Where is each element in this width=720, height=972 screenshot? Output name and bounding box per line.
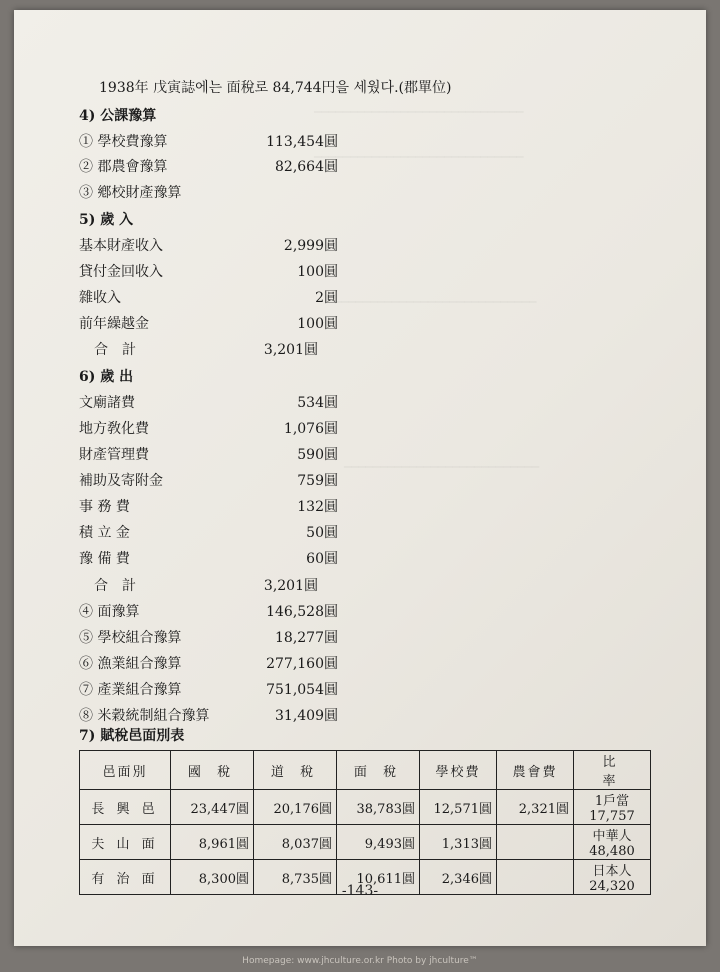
column-header: 道 稅 — [254, 751, 337, 790]
list-item-value: 132圓 — [297, 499, 338, 515]
list-item-value: 100圓 — [297, 264, 338, 280]
list-item-label: 前年繰越金 — [79, 316, 149, 332]
section-title: 4) 公課豫算 — [79, 108, 157, 124]
list-item-value: 2,999圓 — [283, 238, 338, 254]
table-cell: 8,961圓 — [171, 825, 254, 860]
list-item-label: ③ 鄕校財產豫算 — [79, 185, 182, 201]
table-row — [80, 825, 651, 860]
list-item-label: ⑥ 漁業組合豫算 — [79, 656, 182, 672]
list-item-value: 751,054圓 — [266, 682, 338, 698]
section-title: 5) 歲 入 — [79, 212, 134, 228]
table-cell: 日本人 24,320 — [574, 860, 651, 895]
list-item-label: 財產管理費 — [79, 447, 149, 463]
table-cell: 夫 山 面 — [80, 825, 171, 860]
total-label: 合 計 — [94, 578, 136, 594]
table-cell: 長 興 邑 — [80, 790, 171, 825]
bleed-through-text: ───────────────────────────── — [314, 150, 524, 164]
table-cell: 1戶當 17,757 — [574, 790, 651, 825]
table-cell — [497, 825, 574, 860]
table-cell: 中華人 48,480 — [574, 825, 651, 860]
page-number: -143- — [341, 883, 379, 899]
column-header: 學校費 — [420, 751, 497, 790]
list-item-label: ⑧ 米穀統制組合豫算 — [79, 708, 210, 724]
column-header: 農會費 — [497, 751, 574, 790]
table-cell: 23,447圓 — [171, 790, 254, 825]
column-header: 邑面別 — [80, 751, 171, 790]
list-item-label: ⑤ 學校組合豫算 — [79, 630, 182, 646]
intro-text: 1938年 戊寅誌에는 面稅로 84,744円을 세웠다.(郡單位) — [99, 80, 452, 96]
list-item-label: 地方敎化費 — [79, 421, 149, 437]
list-item-value: 50圓 — [306, 525, 338, 541]
list-item-label: ② 郡農會豫算 — [79, 159, 168, 175]
column-header: 比 率 — [574, 751, 651, 790]
table-cell: 20,176圓 — [254, 790, 337, 825]
footer-credit: Homepage: www.jhculture.or.kr Photo by jhculture™ — [242, 956, 478, 966]
list-item-value: 82,664圓 — [275, 159, 338, 175]
list-item-value: 113,454圓 — [266, 134, 338, 150]
section-title: 6) 歲 出 — [79, 369, 134, 385]
list-item-value: 534圓 — [297, 395, 338, 411]
table-cell: 9,493圓 — [337, 825, 420, 860]
list-item-value: 2圓 — [315, 290, 338, 306]
table-cell: 38,783圓 — [337, 790, 420, 825]
list-item-label: 貸付金回收入 — [79, 264, 163, 280]
list-item-label: 基本財產收入 — [79, 238, 163, 254]
table-header-row — [80, 751, 651, 790]
column-header: 國 稅 — [171, 751, 254, 790]
list-item-label: ④ 面豫算 — [79, 604, 140, 620]
list-item-value: 146,528圓 — [266, 604, 338, 620]
list-item-value: 100圓 — [297, 316, 338, 332]
total-label: 合 計 — [94, 342, 136, 358]
list-item-value: 759圓 — [297, 473, 338, 489]
bleed-through-text: ───────────────────────────── — [314, 105, 524, 119]
document-page — [14, 10, 706, 946]
list-item-value: 31,409圓 — [275, 708, 338, 724]
total-value: 3,201圓 — [263, 578, 318, 594]
table-cell: 12,571圓 — [420, 790, 497, 825]
column-header: 面 稅 — [337, 751, 420, 790]
list-item-value: 1,076圓 — [283, 421, 338, 437]
table-cell: 10,611圓 — [337, 860, 420, 895]
table-cell: 2,321圓 — [497, 790, 574, 825]
table-cell: 8,037圓 — [254, 825, 337, 860]
list-item-label: 補助及寄附金 — [79, 473, 163, 489]
bleed-through-text: ─────────────────────────── — [344, 460, 540, 474]
list-item-value: 18,277圓 — [275, 630, 338, 646]
list-item-label: 文廟諸費 — [79, 395, 135, 411]
table-cell: 有 治 面 — [80, 860, 171, 895]
table-row — [80, 790, 651, 825]
list-item-label: 事 務 費 — [79, 499, 130, 515]
list-item-label: ① 學校費豫算 — [79, 134, 168, 150]
table-cell: 8,300圓 — [171, 860, 254, 895]
total-value: 3,201圓 — [263, 342, 318, 358]
list-item-label: 雜收入 — [79, 290, 121, 306]
list-item-label: 積 立 金 — [79, 525, 130, 541]
list-item-value: 590圓 — [297, 447, 338, 463]
table-cell: 2,346圓 — [420, 860, 497, 895]
bleed-through-text: ──────────────────────────── — [334, 295, 537, 309]
list-item-label: 豫 備 費 — [79, 551, 130, 567]
tax-table — [79, 750, 660, 895]
list-item-label: ⑦ 產業組合豫算 — [79, 682, 182, 698]
list-item-value: 60圓 — [306, 551, 338, 567]
table-cell: 8,735圓 — [254, 860, 337, 895]
list-item-value: 277,160圓 — [266, 656, 338, 672]
table-cell: 1,313圓 — [420, 825, 497, 860]
section-title: 7) 賦稅邑面別表 — [79, 728, 185, 744]
